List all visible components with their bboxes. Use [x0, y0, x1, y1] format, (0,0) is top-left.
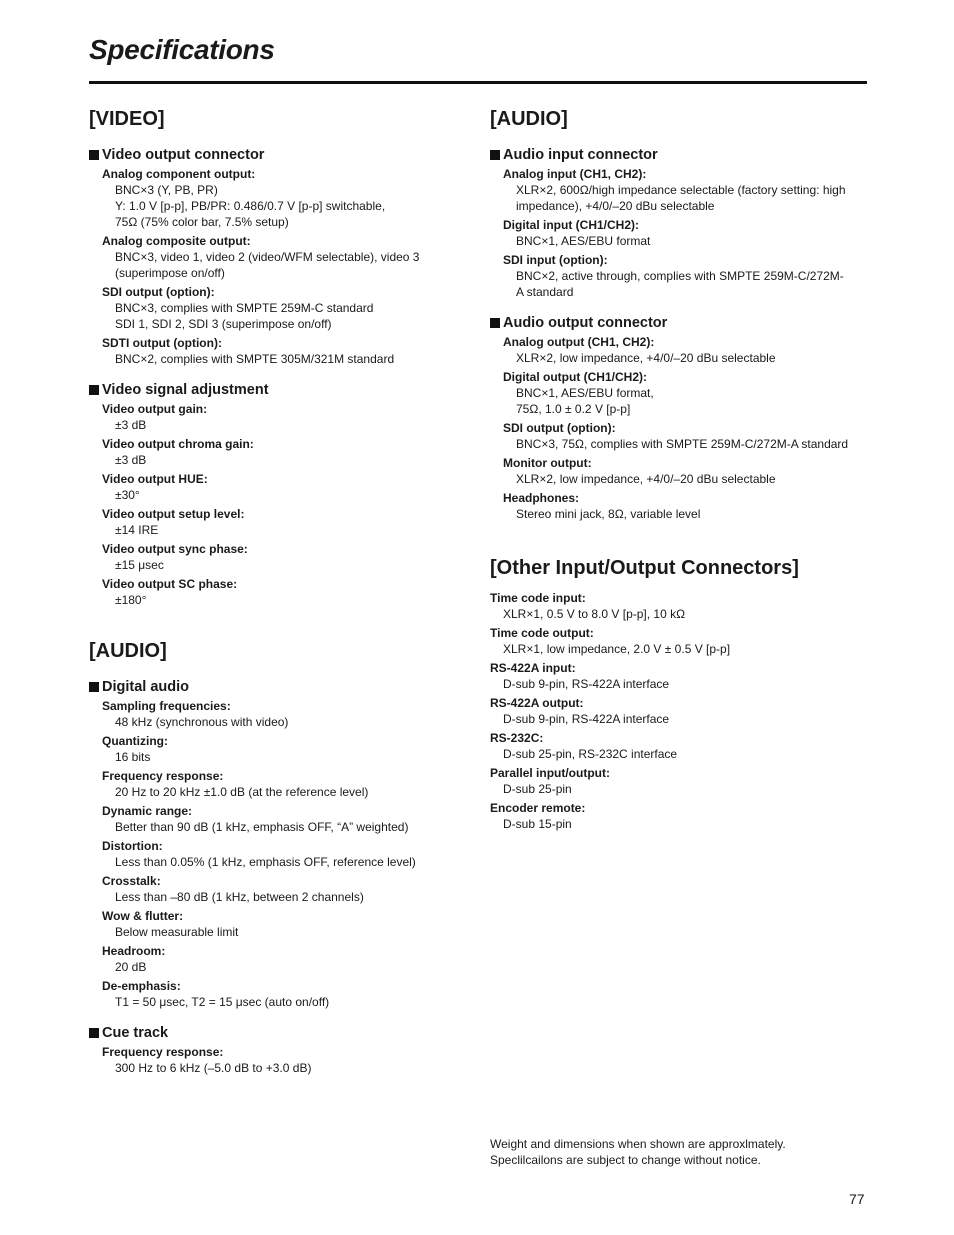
spec-value: impedance), +4/0/–20 dBu selectable [516, 199, 715, 213]
spec-label: Video output setup level: [102, 507, 245, 521]
spec-label: SDTI output (option): [102, 336, 222, 350]
spec-value: BNC×3, 75Ω, complies with SMPTE 259M-C/272M-A standard [516, 437, 849, 451]
spec-label: Video output chroma gain: [102, 437, 254, 451]
spec-label: Digital output (CH1/CH2): [503, 370, 647, 384]
spec-value: D-sub 9-pin, RS-422A interface [503, 712, 670, 726]
spec-value: T1 = 50 μsec, T2 = 15 μsec (auto on/off) [115, 995, 330, 1009]
spec-value: 75Ω (75% color bar, 7.5% setup) [115, 215, 289, 229]
spec-value: 48 kHz (synchronous with video) [115, 715, 289, 729]
spec-label: Video output SC phase: [102, 577, 238, 591]
square-bullet-icon [490, 150, 500, 160]
spec-label: Digital input (CH1/CH2): [503, 218, 639, 232]
spec-label: Video output gain: [102, 402, 208, 416]
spec-label: Analog input (CH1, CH2): [503, 167, 647, 181]
spec-value: Less than –80 dB (1 kHz, between 2 channels) [115, 890, 364, 904]
spec-value: XLR×2, 600Ω/high impedance selectable (factory setting: high [516, 183, 846, 197]
footnote-line: Weight and dimensions when shown are approxlmately. [490, 1137, 786, 1151]
spec-label: Analog component output: [102, 167, 256, 181]
spec-label: Analog output (CH1, CH2): [503, 335, 655, 349]
spec-label: Parallel input/output: [490, 766, 610, 780]
section-heading: [AUDIO] [490, 108, 568, 130]
footnote-line: Speclilcailons are subject to change without notice. [490, 1153, 761, 1167]
group-title: Audio output connector [503, 315, 668, 331]
spec-label: SDI input (option): [503, 253, 608, 267]
spec-value: D-sub 15-pin [503, 817, 572, 831]
spec-label: RS-422A output: [490, 696, 584, 710]
spec-label: Quantizing: [102, 734, 168, 748]
footnote [490, 1136, 786, 1168]
spec-value: 300 Hz to 6 kHz (–5.0 dB to +3.0 dB) [115, 1061, 312, 1075]
spec-value: Y: 1.0 V [p-p], PB/PR: 0.486/0.7 V [p-p] switchable, [115, 199, 386, 213]
spec-label: Distortion: [102, 839, 163, 853]
spec-value: 16 bits [115, 750, 151, 764]
group-title: Audio input connector [503, 147, 658, 163]
spec-value: BNC×3, video 1, video 2 (video/WFM selectable), video 3 [115, 250, 420, 264]
spec-value: XLR×1, low impedance, 2.0 V ± 0.5 V [p-p] [503, 642, 731, 656]
spec-value: ±30° [115, 488, 140, 502]
spec-label: Monitor output: [503, 456, 592, 470]
spec-value: XLR×1, 0.5 V to 8.0 V [p-p], 10 kΩ [503, 607, 686, 621]
spec-value: A standard [516, 285, 574, 299]
spec-value: ±3 dB [115, 453, 147, 467]
spec-value: ±14 IRE [115, 523, 159, 537]
spec-value: (superimpose on/off) [115, 266, 225, 280]
spec-value: BNC×2, complies with SMPTE 305M/321M standard [115, 352, 395, 366]
section-heading: [AUDIO] [89, 640, 167, 662]
spec-label: Headphones: [503, 491, 580, 505]
section-heading: [Other Input/Output Connectors] [490, 557, 799, 579]
spec-label: Time code input: [490, 591, 586, 605]
spec-label: RS-232C: [490, 731, 544, 745]
spec-value: D-sub 25-pin [503, 782, 572, 796]
spec-value: XLR×2, low impedance, +4/0/–20 dBu selectable [516, 472, 776, 486]
spec-value: Better than 90 dB (1 kHz, emphasis OFF, “A” weighted) [115, 820, 409, 834]
spec-label: Wow & flutter: [102, 909, 184, 923]
spec-value: ±3 dB [115, 418, 147, 432]
spec-value: ±180° [115, 593, 147, 607]
group-title: Video signal adjustment [102, 382, 269, 398]
group-title: Cue track [102, 1025, 169, 1041]
spec-value: Stereo mini jack, 8Ω, variable level [516, 507, 701, 521]
spec-value: 20 Hz to 20 kHz ±1.0 dB (at the reference level) [115, 785, 369, 799]
spec-value: BNC×1, AES/EBU format [516, 234, 651, 248]
group-heading [89, 678, 474, 696]
spec-label: Time code output: [490, 626, 594, 640]
spec-label: RS-422A input: [490, 661, 576, 675]
spec-label: Dynamic range: [102, 804, 193, 818]
spec-value: D-sub 25-pin, RS-232C interface [503, 747, 678, 761]
square-bullet-icon [89, 385, 99, 395]
spec-value: XLR×2, low impedance, +4/0/–20 dBu selectable [516, 351, 776, 365]
spec-value: BNC×1, AES/EBU format, [516, 386, 654, 400]
spec-value: Less than 0.05% (1 kHz, emphasis OFF, reference level) [115, 855, 416, 869]
spec-value: Below measurable limit [115, 925, 239, 939]
spec-value: ±15 μsec [115, 558, 164, 572]
spec-label: Crosstalk: [102, 874, 161, 888]
spec-value: D-sub 9-pin, RS-422A interface [503, 677, 670, 691]
square-bullet-icon [89, 150, 99, 160]
spec-value: 20 dB [115, 960, 147, 974]
right-column [490, 106, 875, 832]
group-heading [490, 146, 875, 164]
square-bullet-icon [89, 682, 99, 692]
spec-value: 75Ω, 1.0 ± 0.2 V [p-p] [516, 402, 631, 416]
spec-label: SDI output (option): [102, 285, 215, 299]
spec-label: Frequency response: [102, 1045, 224, 1059]
title-rule [89, 81, 867, 84]
spec-value: BNC×2, active through, complies with SMPTE 259M-C/272M- [516, 269, 844, 283]
spec-label: Video output sync phase: [102, 542, 248, 556]
group-title: Digital audio [102, 679, 189, 695]
square-bullet-icon [89, 1028, 99, 1038]
spec-label: Headroom: [102, 944, 166, 958]
spec-label: Video output HUE: [102, 472, 208, 486]
left-column [89, 106, 474, 1076]
spec-label: De-emphasis: [102, 979, 181, 993]
spec-value: SDI 1, SDI 2, SDI 3 (superimpose on/off) [115, 317, 332, 331]
spec-label: Frequency response: [102, 769, 224, 783]
page-number: 77 [849, 1191, 865, 1207]
spec-value: BNC×3 (Y, PB, PR) [115, 183, 218, 197]
square-bullet-icon [490, 318, 500, 328]
group-title: Video output connector [102, 147, 265, 163]
group-heading [89, 381, 474, 399]
group-heading [89, 1024, 474, 1042]
spec-label: Sampling frequencies: [102, 699, 231, 713]
section-heading: [VIDEO] [89, 108, 165, 130]
page-title: Specifications [89, 34, 275, 65]
spec-value: BNC×3, complies with SMPTE 259M-C standard [115, 301, 374, 315]
group-heading [490, 314, 875, 332]
spec-label: Analog composite output: [102, 234, 251, 248]
spec-label: SDI output (option): [503, 421, 616, 435]
group-heading [89, 146, 474, 164]
spec-label: Encoder remote: [490, 801, 586, 815]
